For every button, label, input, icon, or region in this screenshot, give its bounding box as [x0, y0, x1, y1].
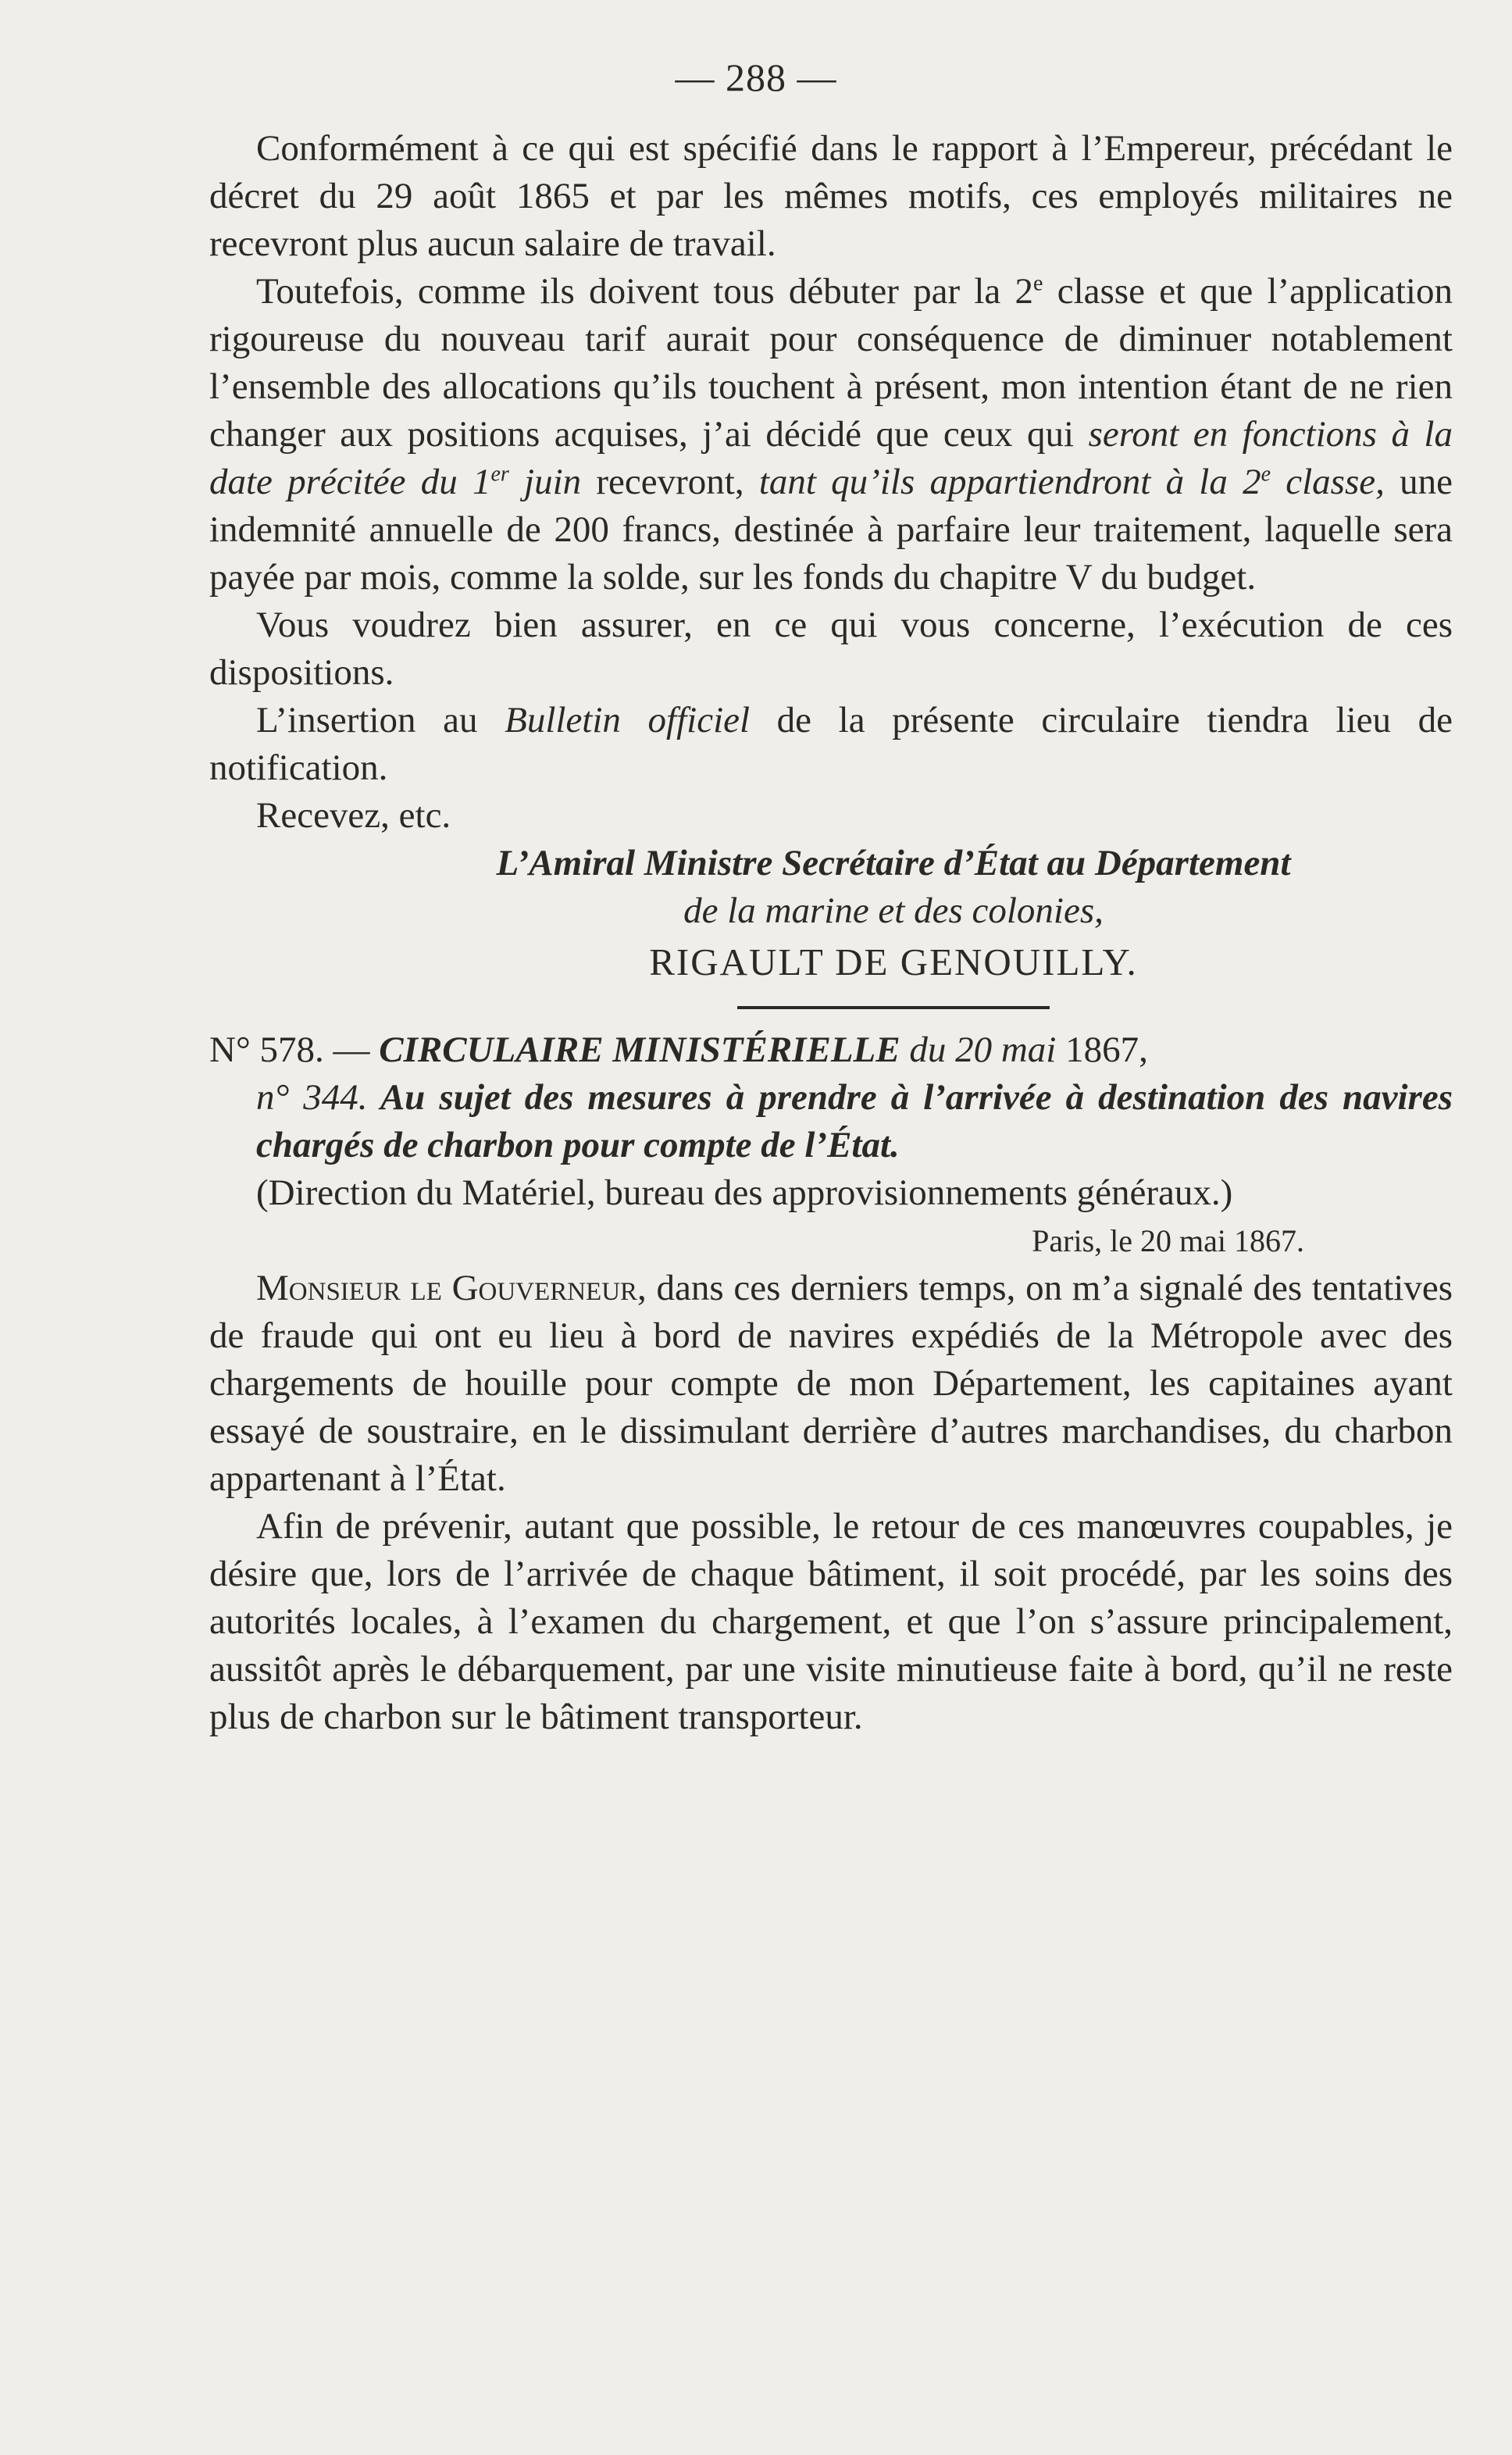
circular-heading: CIRCULAIRE MINISTÉRIELLE: [379, 1029, 900, 1070]
text-run: Toutefois, comme ils doivent tous débuter par la 2: [256, 271, 1034, 312]
circular-number: N° 578. —: [209, 1029, 380, 1070]
superscript: er: [490, 462, 509, 487]
circular-date: 20 mai: [955, 1029, 1057, 1070]
text-run: de la présente circulaire tiendra lieu de notification.: [209, 700, 1453, 788]
paragraph-indemnity: [209, 268, 1453, 601]
italic-run: Bulletin officiel: [505, 700, 751, 740]
signature-department: de la marine et des colonies,: [683, 890, 1104, 931]
circular-sub-number: n° 344.: [256, 1077, 368, 1118]
paragraph-bulletin: [209, 697, 1453, 792]
body-text: [209, 125, 1453, 1741]
text-run: , dans ces derniers temps, on m’a signalé des tentatives de fraude qui ont eu lieu à bord de navires expédiés de la Métropole avec des chargements de houille pour compte de mon Département, les capitaines ayant essayé de soustraire, en le dissimulant derrière d’autres marchandises, du charbon appartenant à l’État.: [209, 1268, 1453, 1499]
paragraph-execution: Vous voudrez bien assurer, en ce qui vous concerne, l’exécution de ces dispositions.: [209, 605, 1453, 693]
paragraph-closing: Recevez, etc.: [256, 795, 451, 836]
text-run: classe et que l’application rigoureuse du nouveau tarif aurait pour conséquence de diminuer notablement l’ensemble des allocations qu’ils touchent à présent, mon intention étant de ne rien changer aux positions acquises, j’ai décidé que ceux qui: [209, 271, 1453, 455]
paragraph-salary: Conformément à ce qui est spécifié dans le rapport à l’Empereur, précédant le décret du 29 août 1865 et par les mêmes motifs, ces employés militaires ne recevront plus aucun salaire de travail.: [209, 128, 1453, 264]
signature-title: L’Amiral Ministre Secrétaire d’État au Département: [496, 843, 1291, 883]
circular-direction: (Direction du Matériel, bureau des approvisionnements généraux.): [256, 1172, 1233, 1213]
circular-year: 1867,: [1056, 1029, 1148, 1070]
superscript: e: [1261, 462, 1271, 487]
circular-subject: [209, 1074, 1453, 1169]
separator-rule: [737, 1006, 1050, 1009]
italic-run: juin: [508, 462, 582, 502]
text-run: recevront,: [581, 462, 759, 502]
page-number: — 288 —: [675, 55, 837, 99]
circular-title: [209, 1026, 1453, 1074]
text-run: du: [900, 1029, 956, 1070]
paragraph-fraud: [209, 1265, 1453, 1503]
paragraph-prevention: Afin de prévenir, autant que possible, le retour de ces manœuvres coupables, je désire que, lors de l’arrivée de chaque bâtiment, il soit procédé, par les soins des autorités locales, à l’examen du chargement, et que l’on s’assure principalement, aussitôt après le débarquement, par une visite minutieuse faite à bord, qu’il ne reste plus de charbon sur le bâtiment transporteur.: [209, 1506, 1453, 1737]
superscript: e: [1033, 271, 1043, 296]
salutation: Monsieur le Gouverneur: [256, 1268, 638, 1308]
subject-text: Au sujet des mesures à prendre à l’arrivée à destination des navires chargés de charbon pour compte de l’État.: [256, 1077, 1453, 1165]
italic-run: tant qu’ils appartiendront à la 2: [758, 462, 1261, 502]
italic-run: seront en fonctions à la date précitée du 1: [209, 414, 1453, 502]
italic-run: classe,: [1271, 462, 1385, 502]
dateline: Paris, le 20 mai 1867.: [1032, 1223, 1304, 1258]
text-run: une indemnité annuelle de 200 francs, destinée à parfaire leur traitement, laquelle sera payée par mois, comme la solde, sur les fonds du chapitre V du budget.: [209, 462, 1453, 598]
signature-name: RIGAULT DE GENOUILLY.: [649, 940, 1138, 983]
text-run: L’insertion au: [256, 700, 505, 740]
